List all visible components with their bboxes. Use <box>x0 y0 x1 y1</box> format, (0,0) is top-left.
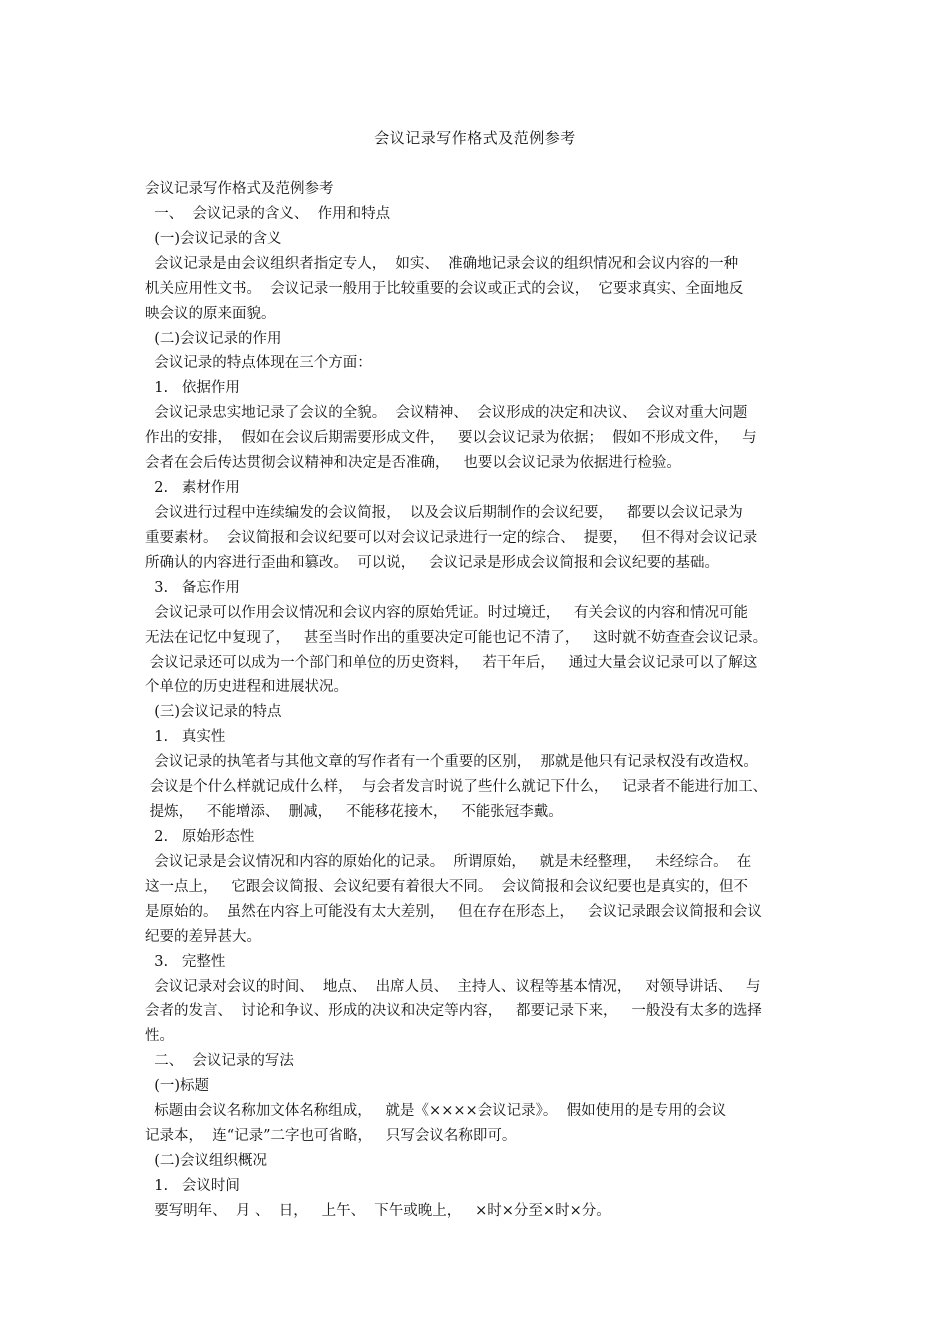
text-line: 1. 会议时间 <box>145 1177 240 1194</box>
text-line: 会议是个什么样就记成什么样， 与会者发言时说了些什么就记下什么， 记录者不能进行加工、 <box>145 779 768 796</box>
text-line: 机关应用性文书。 会议记录一般用于比较重要的会议或正式的会议， 它要求真实、全面地反 <box>145 280 744 297</box>
text-line: 2. 原始形态性 <box>145 828 255 845</box>
text-line: 二、 会议记录的写法 <box>145 1053 294 1070</box>
text-line: 标题由会议名称加文体名称组成， 就是《××××会议记录》。 假如使用的是专用的会议 <box>145 1103 727 1120</box>
text-line: 2. 素材作用 <box>145 480 240 497</box>
document-title: 会议记录写作格式及范例参考 <box>374 129 576 147</box>
text-line: 会议记录可以作用会议情况和会议内容的原始凭证。时过境迁， 有关会议的内容和情况可能 <box>145 604 749 621</box>
text-line: 会议记录是会议情况和内容的原始化的记录。 所谓原始， 就是未经整理， 未经综合。 在 <box>145 853 752 870</box>
text-line: 性。 <box>145 1028 174 1045</box>
text-line: 作出的安排， 假如在会议后期需要形成文件， 要以会议记录为依据； 假如不形成文件， 与 <box>145 430 757 447</box>
text-line: (二)会议记录的作用 <box>145 330 282 347</box>
text-line: 重要素材。 会议简报和会议纪要可以对会议记录进行一定的综合、 提要， 但不得对会议记录 <box>145 529 758 546</box>
text-line: 是原始的。 虽然在内容上可能没有太大差别， 但在存在形态上， 会议记录跟会议简报和会议 <box>145 903 762 920</box>
text-line: 会议记录的执笔者与其他文章的写作者有一个重要的区别， 那就是他只有记录权没有改造权。 <box>145 754 758 771</box>
text-line: 所确认的内容进行歪曲和篡改。 可以说， 会议记录是形成会议简报和会议纪要的基础。 <box>145 554 720 571</box>
text-line: 1. 依据作用 <box>145 380 240 397</box>
text-line: 纪要的差异甚大。 <box>145 928 261 945</box>
text-line: (一)标题 <box>145 1078 210 1095</box>
text-line: 1. 真实性 <box>145 729 226 746</box>
text-line: 会议记录还可以成为一个部门和单位的历史资料， 若干年后， 通过大量会议记录可以了解这 <box>145 654 758 671</box>
text-line: 会者的发言、 讨论和争议、形成的决议和决定等内容， 都要记录下来， 一般没有太多的选择 <box>145 1003 762 1020</box>
text-line: 映会议的原来面貌。 <box>145 305 276 322</box>
text-line: 会者在会后传达贯彻会议精神和决定是否准确， 也要以会议记录为依据进行检验。 <box>145 455 681 472</box>
text-line: 会议记录是由会议组织者指定专人， 如实、 准确地记录会议的组织情况和会议内容的一种 <box>145 255 739 272</box>
text-line: 这一点上， 它跟会议简报、会议纪要有着很大不同。 会议简报和会议纪要也是真实的，但不 <box>145 878 749 895</box>
text-line: 3. 备忘作用 <box>145 579 240 596</box>
text-line: 提炼， 不能增添、 删减， 不能移花接木， 不能张冠李戴。 <box>145 804 563 821</box>
text-line: 会议记录写作格式及范例参考 <box>145 181 334 197</box>
text-line: 记录本， 连“记录”二字也可省略， 只写会议名称即可。 <box>145 1128 517 1145</box>
text-line: 会议进行过程中连续编发的会议简报， 以及会议后期制作的会议纪要， 都要以会议记录为 <box>145 504 743 521</box>
text-line: 要写明年、 月 、 日， 上午、 下午或晚上， ×时×分至×时×分。 <box>145 1202 611 1219</box>
text-line: 会议记录忠实地记录了会议的全貌。 会议精神、 会议形成的决定和决议、 会议对重大问题 <box>145 405 748 422</box>
text-line: (一)会议记录的含义 <box>145 230 282 247</box>
text-line: (二)会议组织概况 <box>145 1152 268 1169</box>
text-line: 会议记录对会议的时间、 地点、 出席人员、 主持人、议程等基本情况， 对领导讲话、 与 <box>145 978 761 995</box>
text-line: 3. 完整性 <box>145 953 226 970</box>
document-body <box>145 177 815 1224</box>
text-line: 无法在记忆中复现了， 甚至当时作出的重要决定可能也记不清了， 这时就不妨查查会议记录。 <box>145 629 768 646</box>
text-line: 个单位的历史进程和进展状况。 <box>145 679 348 696</box>
text-line: 会议记录的特点体现在三个方面： <box>145 355 372 372</box>
text-line: (三)会议记录的特点 <box>145 704 282 721</box>
text-line: 一、 会议记录的含义、 作用和特点 <box>145 205 391 222</box>
